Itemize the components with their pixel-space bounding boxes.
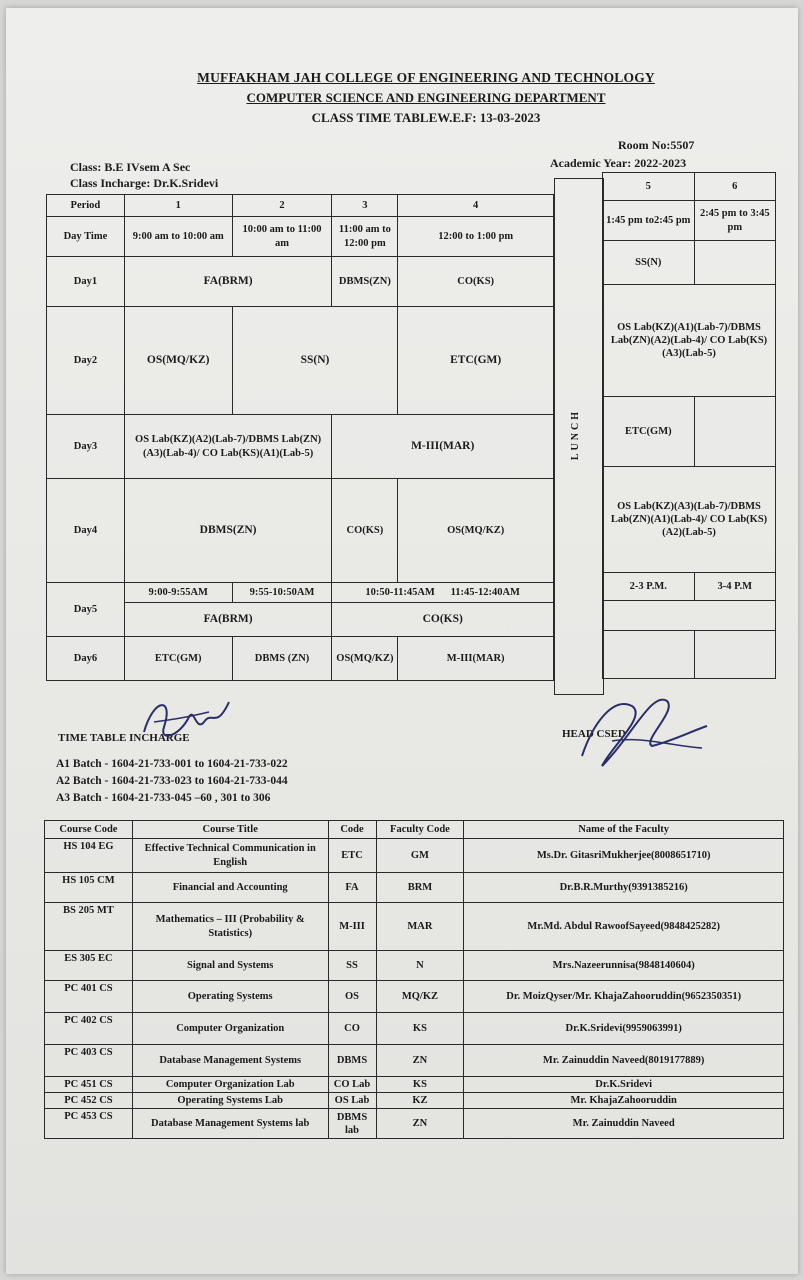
table-row (45, 981, 784, 1013)
header-faculty-name: Name of the Faculty (464, 821, 784, 839)
day6-label: Day6 (47, 637, 125, 681)
daytime-label: Day Time (47, 217, 125, 257)
course-short-code: FA (328, 873, 376, 903)
head-signature (572, 686, 712, 776)
course-code: PC 402 CS (45, 1013, 133, 1045)
course-code: PC 403 CS (45, 1045, 133, 1077)
day6-period1: ETC(GM) (124, 637, 232, 681)
course-title: Effective Technical Communication in English (132, 839, 328, 873)
course-short-code: ETC (328, 839, 376, 873)
day4-label: Day4 (47, 479, 125, 583)
course-code: PC 452 CS (45, 1093, 133, 1109)
course-code: ES 305 EC (45, 951, 133, 981)
course-code: PC 453 CS (45, 1109, 133, 1139)
course-short-code: CO (328, 1013, 376, 1045)
day5-label: Day5 (47, 583, 125, 637)
college-name: MUFFAKHAM JAH COLLEGE OF ENGINEERING AND TECHNOLOGY (197, 70, 655, 85)
day1-period4: CO(KS) (398, 257, 554, 307)
course-table-header (45, 821, 784, 839)
day1-period3: DBMS(ZN) (332, 257, 398, 307)
incharge-signature (134, 692, 244, 752)
course-title: Computer Organization Lab (132, 1077, 328, 1093)
day5-period5-6 (603, 601, 776, 631)
table-row (45, 1093, 784, 1109)
period-5: 5 (603, 173, 695, 201)
faculty-code: KZ (376, 1093, 464, 1109)
faculty-name: Dr.B.R.Murthy(9391385216) (464, 873, 784, 903)
day1-period5: SS(N) (603, 241, 695, 285)
faculty-code: N (376, 951, 464, 981)
course-short-code: OS (328, 981, 376, 1013)
day5-period3-4: CO(KS) (332, 603, 554, 637)
class-incharge: Class Incharge: Dr.K.Sridevi (70, 176, 219, 190)
day5-time3: 10:50-11:45AM (365, 586, 435, 598)
course-short-code: OS Lab (328, 1093, 376, 1109)
time-2: 10:00 am to 11:00 am (232, 217, 332, 257)
day3-period5: ETC(GM) (603, 397, 695, 467)
faculty-name: Mr.Md. Abdul RawoofSayeed(9848425282) (464, 903, 784, 951)
batch-a2: A2 Batch - 1604-21-733-023 to 1604-21-733-044 (56, 775, 288, 787)
timetable-title: CLASS TIME TABLEW.E.F: 13-03-2023 (311, 110, 541, 125)
course-table (44, 820, 784, 1139)
day2-period2-3: SS(N) (232, 307, 398, 415)
course-code: PC 451 CS (45, 1077, 133, 1093)
day4-period1-2: DBMS(ZN) (124, 479, 332, 583)
course-code: BS 205 MT (45, 903, 133, 951)
academic-year: Academic Year: 2022-2023 (550, 156, 687, 170)
course-title: Mathematics – III (Probability & Statistics) (132, 903, 328, 951)
day6-period3: OS(MQ/KZ) (332, 637, 398, 681)
faculty-name: Dr.K.Sridevi(9959063991) (464, 1013, 784, 1045)
time-4: 12:00 to 1:00 pm (398, 217, 554, 257)
course-short-code: DBMS lab (328, 1109, 376, 1139)
day5-time2: 9:55-10:50AM (232, 583, 332, 603)
batch-a3: A3 Batch - 1604-21-733-045 –60 , 301 to 306 (56, 792, 271, 804)
day3-label: Day3 (47, 415, 125, 479)
table-row (45, 1013, 784, 1045)
day1-label: Day1 (47, 257, 125, 307)
faculty-code: MAR (376, 903, 464, 951)
batch-a1: A1 Batch - 1604-21-733-001 to 1604-21-733-022 (56, 758, 288, 770)
lunch-column (554, 178, 604, 695)
header-code: Code (328, 821, 376, 839)
day2-period4: ETC(GM) (398, 307, 554, 415)
day6-period6 (694, 631, 775, 679)
faculty-code: GM (376, 839, 464, 873)
faculty-name: Mrs.Nazeerunnisa(9848140604) (464, 951, 784, 981)
table-row (45, 903, 784, 951)
faculty-name: Ms.Dr. GitasriMukherjee(8008651710) (464, 839, 784, 873)
course-short-code: SS (328, 951, 376, 981)
header-faculty-code: Faculty Code (376, 821, 464, 839)
course-title: Operating Systems (132, 981, 328, 1013)
period-label: Period (47, 195, 125, 217)
course-code: HS 104 EG (45, 839, 133, 873)
faculty-code: KS (376, 1077, 464, 1093)
class-name: Class: B.E IVsem A Sec (70, 160, 191, 174)
course-title: Database Management Systems (132, 1045, 328, 1077)
day3-period6 (694, 397, 775, 467)
faculty-code: ZN (376, 1045, 464, 1077)
faculty-code: ZN (376, 1109, 464, 1139)
course-title: Computer Organization (132, 1013, 328, 1045)
faculty-name: Dr. MoizQyser/Mr. KhajaZahooruddin(9652350351) (464, 981, 784, 1013)
day4-period3: CO(KS) (332, 479, 398, 583)
room-number: Room No:5507 (618, 138, 695, 152)
course-short-code: CO Lab (328, 1077, 376, 1093)
day2-period1: OS(MQ/KZ) (124, 307, 232, 415)
day4-period5-6: OS Lab(KZ)(A3)(Lab-7)/DBMS Lab(ZN)(A1)(Lab-4)/ CO Lab(KS)(A2)(Lab-5) (603, 467, 776, 573)
faculty-code: BRM (376, 873, 464, 903)
period-3: 3 (332, 195, 398, 217)
faculty-name: Mr. Zainuddin Naveed(8019177889) (464, 1045, 784, 1077)
faculty-name: Mr. Zainuddin Naveed (464, 1109, 784, 1139)
course-title: Database Management Systems lab (132, 1109, 328, 1139)
time-5: 1:45 pm to2:45 pm (603, 201, 695, 241)
day2-period5-6: OS Lab(KZ)(A1)(Lab-7)/DBMS Lab(ZN)(A2)(Lab-4)/ CO Lab(KS)(A3)(Lab-5) (603, 285, 776, 397)
course-short-code: M-III (328, 903, 376, 951)
timetable-right (602, 172, 776, 679)
day3-period3-4: M-III(MAR) (332, 415, 554, 479)
head-label: HEAD CSED (562, 728, 626, 740)
department-name: COMPUTER SCIENCE AND ENGINEERING DEPARTMENT (246, 90, 606, 105)
faculty-name: Dr.K.Sridevi (464, 1077, 784, 1093)
lunch-label: LUNCH (570, 409, 581, 461)
course-title: Operating Systems Lab (132, 1093, 328, 1109)
day6-period2: DBMS (ZN) (232, 637, 332, 681)
time-6: 2:45 pm to 3:45 pm (694, 201, 775, 241)
table-row (45, 839, 784, 873)
header-course-code: Course Code (45, 821, 133, 839)
header-course-title: Course Title (132, 821, 328, 839)
day5-time4: 11:45-12:40AM (450, 586, 520, 598)
timetable-page (6, 8, 798, 1274)
period-2: 2 (232, 195, 332, 217)
faculty-name: Mr. KhajaZahooruddin (464, 1093, 784, 1109)
table-row (45, 1045, 784, 1077)
day2-label: Day2 (47, 307, 125, 415)
day6-period4: M-III(MAR) (398, 637, 554, 681)
day1-period6 (694, 241, 775, 285)
faculty-code: KS (376, 1013, 464, 1045)
course-code: PC 401 CS (45, 981, 133, 1013)
period-1: 1 (124, 195, 232, 217)
course-title: Financial and Accounting (132, 873, 328, 903)
course-code: HS 105 CM (45, 873, 133, 903)
day3-period1-2: OS Lab(KZ)(A2)(Lab-7)/DBMS Lab(ZN)(A3)(Lab-4)/ CO Lab(KS)(A1)(Lab-5) (124, 415, 332, 479)
day5-time6: 3-4 P.M (694, 573, 775, 601)
day5-time3-4 (332, 583, 554, 603)
day5-time1: 9:00-9:55AM (124, 583, 232, 603)
timetable-left (46, 194, 554, 681)
day4-period4: OS(MQ/KZ) (398, 479, 554, 583)
table-row (45, 873, 784, 903)
table-row (45, 1077, 784, 1093)
timetable-incharge-label: TIME TABLE INCHARGE (58, 732, 190, 744)
time-3: 11:00 am to 12:00 pm (332, 217, 398, 257)
day1-period1-2: FA(BRM) (124, 257, 332, 307)
period-6: 6 (694, 173, 775, 201)
day5-time5: 2-3 P.M. (603, 573, 695, 601)
course-short-code: DBMS (328, 1045, 376, 1077)
time-1: 9:00 am to 10:00 am (124, 217, 232, 257)
table-row (45, 1109, 784, 1139)
faculty-code: MQ/KZ (376, 981, 464, 1013)
day5-period1-2: FA(BRM) (124, 603, 332, 637)
table-row (45, 951, 784, 981)
day6-period5 (603, 631, 695, 679)
period-4: 4 (398, 195, 554, 217)
course-title: Signal and Systems (132, 951, 328, 981)
